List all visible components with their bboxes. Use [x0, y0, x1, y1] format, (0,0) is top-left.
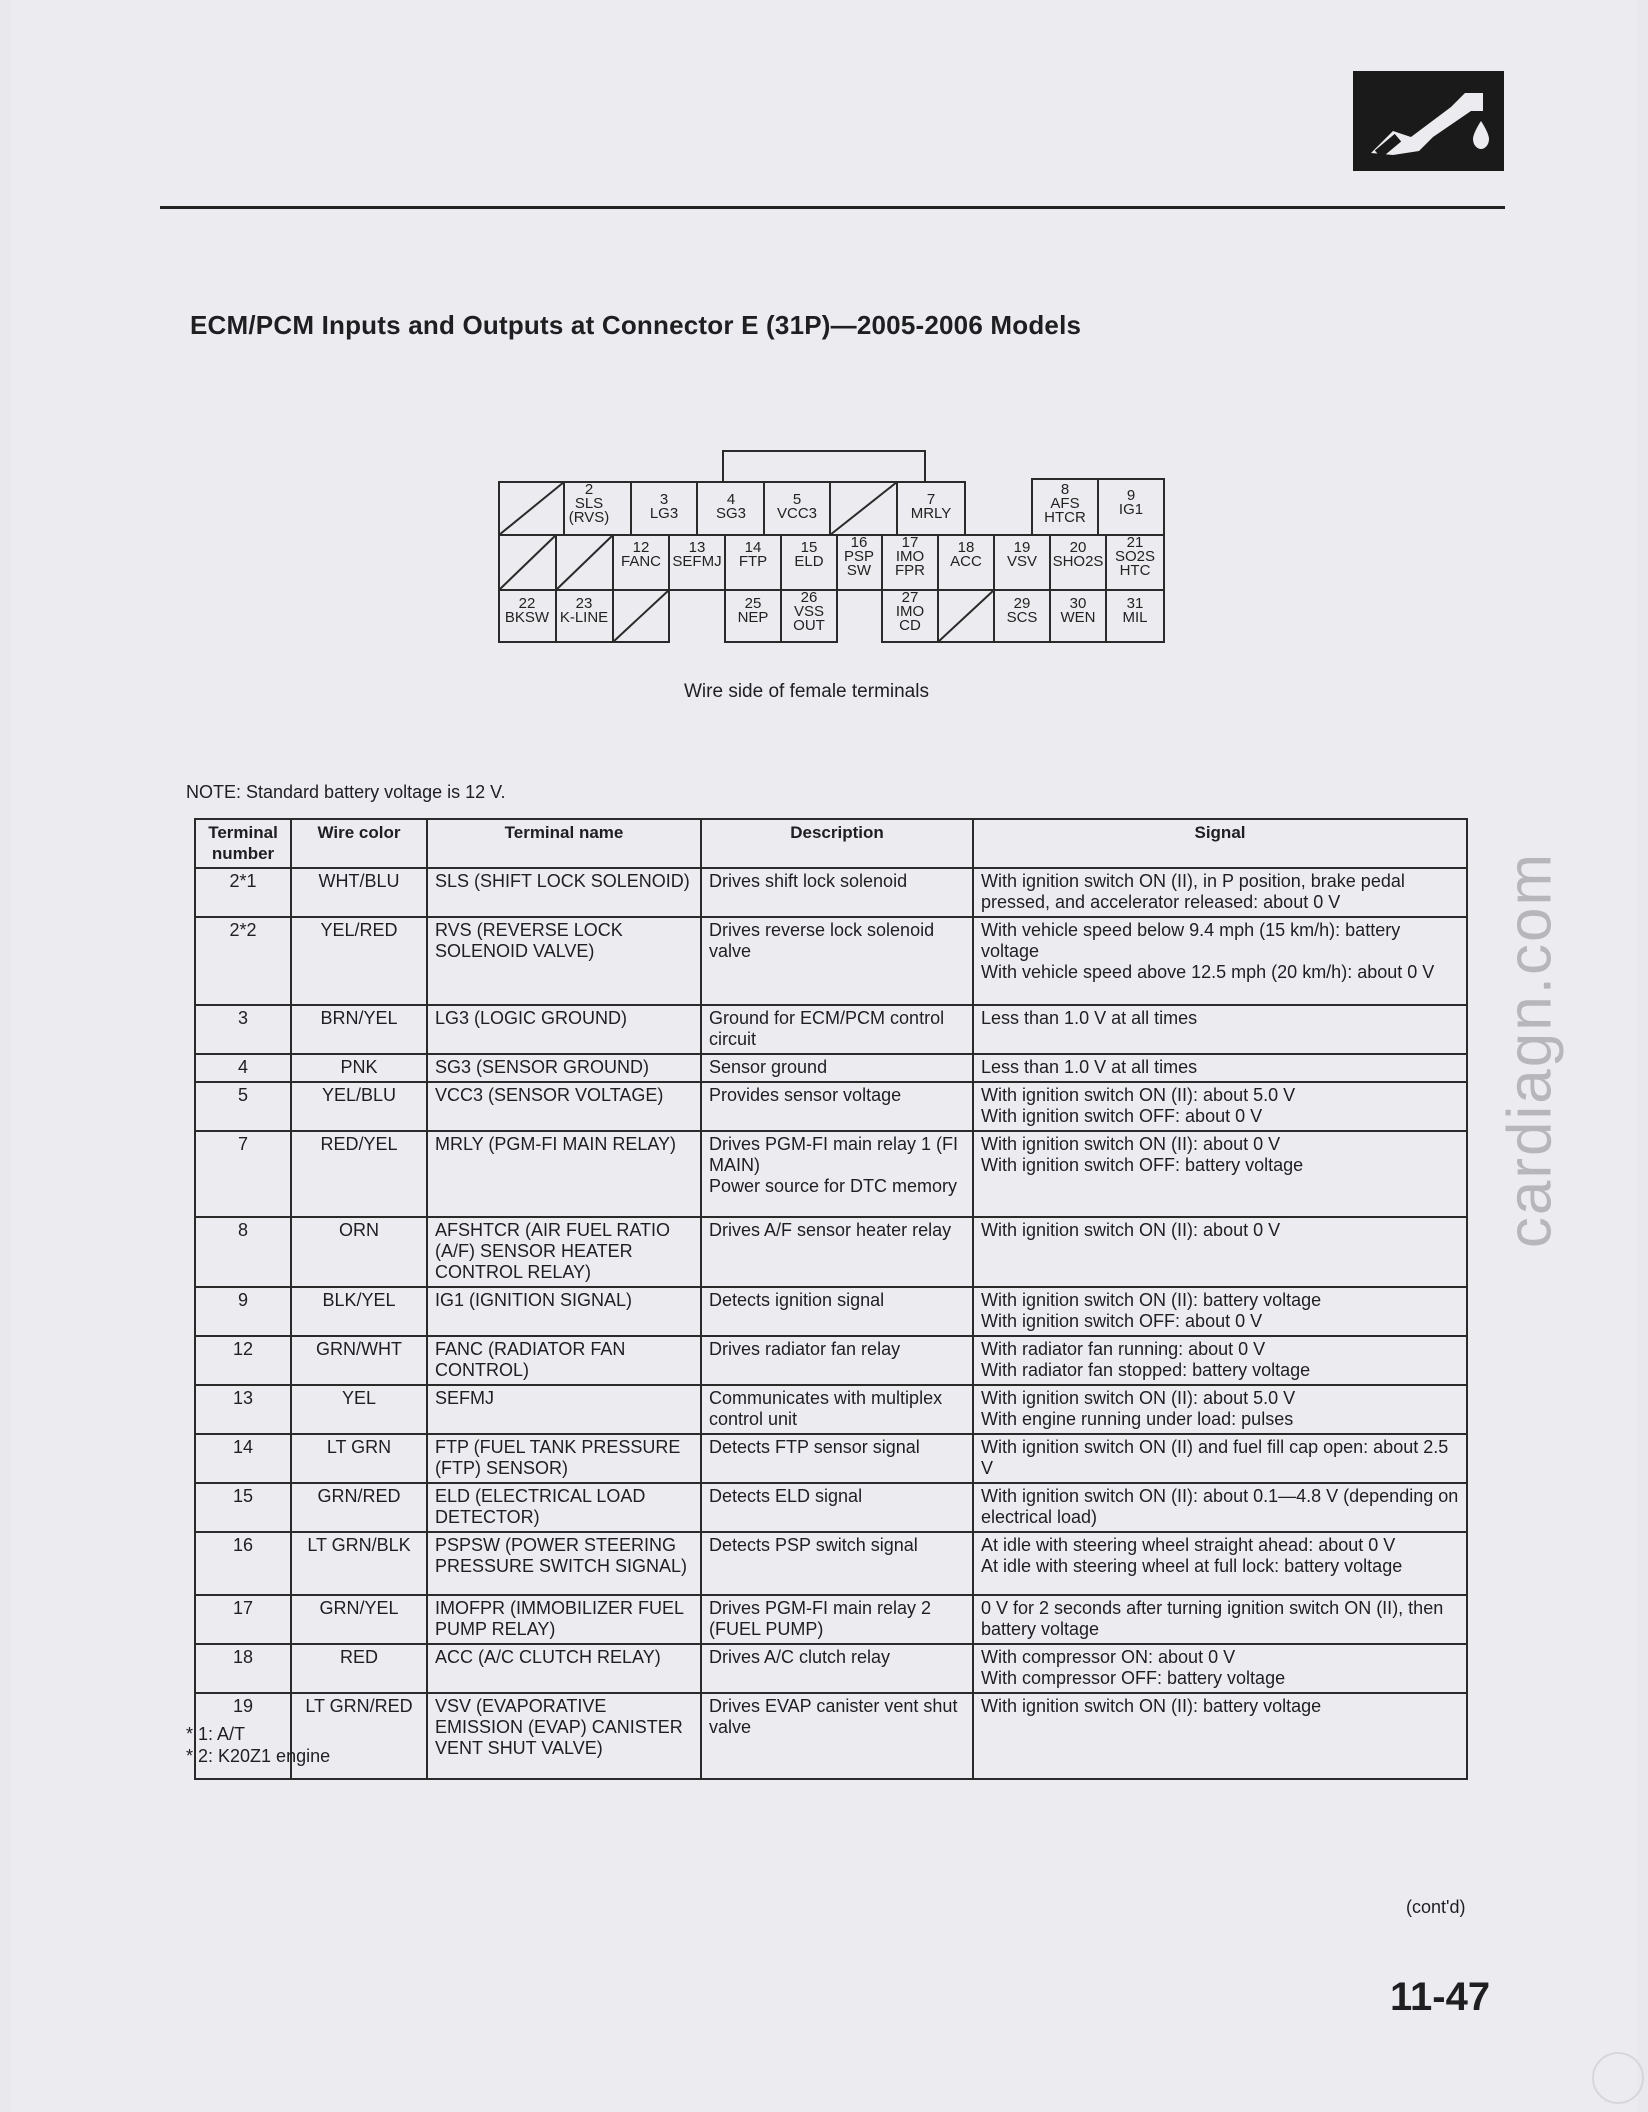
connector-cell-label: 9 [1126, 487, 1136, 504]
connector-cell-label: 4 [726, 491, 736, 508]
signal-cell: 0 V for 2 seconds after turning ignition switch ON (II), then battery voltage [973, 1595, 1467, 1644]
connector-cell-label: ACC [950, 553, 982, 570]
terminal-name-cell: PSPSW (POWER STEERING PRESSURE SWITCH SIGNAL) [427, 1532, 701, 1595]
signal-cell: With compressor ON: about 0 V With compressor OFF: battery voltage [973, 1644, 1467, 1693]
connector-cell-label: ELD [794, 553, 824, 570]
terminal-name-cell: SLS (SHIFT LOCK SOLENOID) [427, 868, 701, 917]
connector-cell-label: PSP [843, 548, 875, 565]
description-cell: Detects ignition signal [701, 1287, 973, 1336]
table-row [195, 1483, 1467, 1532]
wire-color-cell: GRN/YEL [291, 1595, 427, 1644]
connector-cell-label: 5 [792, 491, 802, 508]
connector-cell-label: 16 [850, 534, 868, 551]
description-cell: Ground for ECM/PCM control circuit [701, 1005, 973, 1054]
connector-cell-label: HTCR [1044, 509, 1086, 526]
footnote-1: * 1: A/T [186, 1724, 246, 1744]
wire-color-cell: RED/YEL [291, 1131, 427, 1217]
table-row [195, 1595, 1467, 1644]
wire-color-cell: ORN [291, 1217, 427, 1287]
terminal-number-cell: 5 [195, 1082, 291, 1131]
connector-cell-label: 2 [584, 481, 594, 498]
connector-cell-label: FPR [895, 562, 925, 579]
table-row [195, 1644, 1467, 1693]
terminal-name-cell: ELD (ELECTRICAL LOAD DETECTOR) [427, 1483, 701, 1532]
table-row [195, 1054, 1467, 1082]
connector-cell-label: MRLY [910, 505, 952, 522]
connector-cell-label: FANC [620, 553, 662, 570]
connector-cell-label: SHO2S [1052, 553, 1104, 570]
terminal-number-cell: 4 [195, 1054, 291, 1082]
table-row [195, 1131, 1467, 1217]
wire-color-cell: LT GRN/RED [291, 1693, 427, 1779]
continued-label: (cont'd) [1406, 1897, 1466, 1917]
fuel-nozzle-icon [1353, 71, 1504, 171]
wire-color-cell: GRN/RED [291, 1483, 427, 1532]
connector-cell-label: IMO [895, 603, 925, 620]
terminal-number-cell: 12 [195, 1336, 291, 1385]
signal-cell: With ignition switch ON (II): about 0.1—4.8 V (depending on electrical load) [973, 1483, 1467, 1532]
signal-cell: With ignition switch ON (II): about 5.0 V With ignition switch OFF: about 0 V [973, 1082, 1467, 1131]
connector-cell-label: NEP [737, 609, 769, 626]
connector-cell-label: SLS [574, 495, 604, 512]
signal-cell: With radiator fan running: about 0 V With radiator fan stopped: battery voltage [973, 1336, 1467, 1385]
description-cell: Drives A/F sensor heater relay [701, 1217, 973, 1287]
connector-cell-label: 3 [659, 491, 669, 508]
watermark-text: cardiagn.com [1495, 851, 1565, 1249]
wire-color-cell: WHT/BLU [291, 868, 427, 917]
terminal-name-cell: SEFMJ [427, 1385, 701, 1434]
connector-cell-label: MIL [1122, 609, 1148, 626]
connector-cell-label: HTC [1119, 562, 1151, 579]
terminal-name-cell: LG3 (LOGIC GROUND) [427, 1005, 701, 1054]
connector-cell-label: (RVS) [568, 509, 610, 526]
header-signal: Signal [973, 819, 1467, 868]
terminal-number-cell: 19 [195, 1693, 291, 1779]
terminal-name-cell: ACC (A/C CLUTCH RELAY) [427, 1644, 701, 1693]
header-terminal-number: Terminal number [195, 819, 291, 868]
connector-cell-label: 26 [800, 589, 818, 606]
description-cell: Detects ELD signal [701, 1483, 973, 1532]
connector-cell-label: 20 [1069, 539, 1087, 556]
connector-cell-label: FTP [738, 553, 768, 570]
terminal-number-cell: 9 [195, 1287, 291, 1336]
signal-cell: Less than 1.0 V at all times [973, 1054, 1467, 1082]
connector-cell-label: K-LINE [559, 609, 609, 626]
connector-cell-label: VSS [793, 603, 825, 620]
connector-cell-label: 22 [518, 595, 536, 612]
wire-color-cell: RED [291, 1644, 427, 1693]
connector-cell-label: 31 [1126, 595, 1144, 612]
description-cell: Drives PGM-FI main relay 1 (FI MAIN) Power source for DTC memory [701, 1131, 973, 1217]
corner-stamp [1592, 2052, 1644, 2104]
wire-color-cell: PNK [291, 1054, 427, 1082]
connector-cell-label: IG1 [1118, 501, 1144, 518]
page-number: 11-47 [1390, 1975, 1491, 2019]
connector-cell-label: BKSW [504, 609, 550, 626]
terminal-number-cell: 15 [195, 1483, 291, 1532]
connector-cell-label: SEFMJ [672, 553, 722, 570]
terminal-name-cell: VSV (EVAPORATIVE EMISSION (EVAP) CANISTER VENT SHUT VALVE) [427, 1693, 701, 1779]
table-row [195, 1693, 1467, 1779]
table-row [195, 1385, 1467, 1434]
connector-diagram [495, 448, 1170, 648]
header-wire-color: Wire color [291, 819, 427, 868]
terminal-number-cell: 3 [195, 1005, 291, 1054]
signal-cell: With vehicle speed below 9.4 mph (15 km/h): battery voltage With vehicle speed above 12.5 mph (20 km/h): about 0 V [973, 917, 1467, 1005]
connector-cell-label: 19 [1013, 539, 1031, 556]
table-row [195, 1217, 1467, 1287]
terminal-name-cell: MRLY (PGM-FI MAIN RELAY) [427, 1131, 701, 1217]
connector-cell-label: 13 [688, 539, 706, 556]
description-cell: Drives radiator fan relay [701, 1336, 973, 1385]
wire-color-cell: YEL/RED [291, 917, 427, 1005]
connector-cell-label: 29 [1013, 595, 1031, 612]
connector-cell-label: SW [846, 562, 872, 579]
wire-color-cell: LT GRN/BLK [291, 1532, 427, 1595]
terminal-number-cell: 2*1 [195, 868, 291, 917]
header-terminal-name: Terminal name [427, 819, 701, 868]
header-description: Description [701, 819, 973, 868]
connector-cell-label: VSV [1006, 553, 1038, 570]
description-cell: Communicates with multiplex control unit [701, 1385, 973, 1434]
connector-cell-label: 8 [1060, 481, 1070, 498]
signal-cell: Less than 1.0 V at all times [973, 1005, 1467, 1054]
connector-cell-label: 18 [957, 539, 975, 556]
terminal-name-cell: FANC (RADIATOR FAN CONTROL) [427, 1336, 701, 1385]
signal-cell: With ignition switch ON (II): about 0 V With ignition switch OFF: battery voltage [973, 1131, 1467, 1217]
table-row [195, 1434, 1467, 1483]
connector-cell-label: 12 [632, 539, 650, 556]
description-cell: Drives A/C clutch relay [701, 1644, 973, 1693]
connector-cell-label: 21 [1126, 534, 1144, 551]
signal-cell: With ignition switch ON (II): about 0 V [973, 1217, 1467, 1287]
terminal-number-cell: 13 [195, 1385, 291, 1434]
description-cell: Drives PGM-FI main relay 2 (FUEL PUMP) [701, 1595, 973, 1644]
table-row [195, 1005, 1467, 1054]
table-header-row [195, 819, 1467, 868]
connector-cell-label: CD [899, 617, 921, 634]
wire-color-cell: LT GRN [291, 1434, 427, 1483]
connector-cell-label: VCC3 [776, 505, 818, 522]
terminal-name-cell: SG3 (SENSOR GROUND) [427, 1054, 701, 1082]
description-cell: Detects PSP switch signal [701, 1532, 973, 1595]
connector-cell-label: SO2S [1114, 548, 1156, 565]
description-cell: Detects FTP sensor signal [701, 1434, 973, 1483]
signal-cell: With ignition switch ON (II) and fuel fill cap open: about 2.5 V [973, 1434, 1467, 1483]
watermark [1470, 790, 1590, 1310]
connector-caption: Wire side of female terminals [684, 681, 929, 702]
connector-cell-label: 30 [1069, 595, 1087, 612]
table-row [195, 1082, 1467, 1131]
terminal-number-cell: 7 [195, 1131, 291, 1217]
description-cell: Provides sensor voltage [701, 1082, 973, 1131]
header-rule [160, 206, 1505, 209]
connector-cell-label: SCS [1006, 609, 1038, 626]
description-cell: Drives EVAP canister vent shut valve [701, 1693, 973, 1779]
connector-cell-label: OUT [793, 617, 825, 634]
wire-color-cell: BRN/YEL [291, 1005, 427, 1054]
terminal-name-cell: VCC3 (SENSOR VOLTAGE) [427, 1082, 701, 1131]
table-row [195, 868, 1467, 917]
connector-cell-label: IMO [895, 548, 925, 565]
table-row [195, 1287, 1467, 1336]
wire-color-cell: BLK/YEL [291, 1287, 427, 1336]
connector-cell-label: 17 [901, 534, 919, 551]
signal-cell: At idle with steering wheel straight ahead: about 0 V At idle with steering wheel at full lock: battery voltage [973, 1532, 1467, 1595]
connector-cell-label: SG3 [715, 505, 747, 522]
signal-cell: With ignition switch ON (II): battery voltage With ignition switch OFF: about 0 V [973, 1287, 1467, 1336]
connector-cell-label: WEN [1060, 609, 1096, 626]
description-cell: Drives reverse lock solenoid valve [701, 917, 973, 1005]
table-row [195, 1336, 1467, 1385]
table-row [195, 1532, 1467, 1595]
terminal-name-cell: AFSHTCR (AIR FUEL RATIO (A/F) SENSOR HEATER CONTROL RELAY) [427, 1217, 701, 1287]
terminal-number-cell: 18 [195, 1644, 291, 1693]
page-title: ECM/PCM Inputs and Outputs at Connector E (31P)—2005-2006 Models [190, 310, 1082, 340]
terminal-name-cell: FTP (FUEL TANK PRESSURE (FTP) SENSOR) [427, 1434, 701, 1483]
signal-cell: With ignition switch ON (II), in P position, brake pedal pressed, and accelerator released: about 0 V [973, 868, 1467, 917]
footnote-2: * 2: K20Z1 engine [186, 1746, 331, 1766]
terminal-number-cell: 16 [195, 1532, 291, 1595]
description-cell: Drives shift lock solenoid [701, 868, 973, 917]
connector-cell-label: LG3 [649, 505, 679, 522]
terminal-number-cell: 17 [195, 1595, 291, 1644]
connector-cell-label: 14 [744, 539, 762, 556]
connector-cell-label: 23 [575, 595, 593, 612]
terminal-number-cell: 2*2 [195, 917, 291, 1005]
connector-cell-label: 27 [901, 589, 919, 606]
terminal-number-cell: 14 [195, 1434, 291, 1483]
description-cell: Sensor ground [701, 1054, 973, 1082]
terminal-name-cell: RVS (REVERSE LOCK SOLENOID VALVE) [427, 917, 701, 1005]
signal-cell: With ignition switch ON (II): about 5.0 V With engine running under load: pulses [973, 1385, 1467, 1434]
connector-cell-label: AFS [1050, 495, 1080, 512]
terminal-name-cell: IG1 (IGNITION SIGNAL) [427, 1287, 701, 1336]
signal-cell: With ignition switch ON (II): battery voltage [973, 1693, 1467, 1779]
table-row [195, 917, 1467, 1005]
terminal-number-cell: 8 [195, 1217, 291, 1287]
terminal-table [194, 818, 1468, 1780]
wire-color-cell: GRN/WHT [291, 1336, 427, 1385]
connector-terminal-grid [495, 448, 1170, 648]
connector-cell-label: 15 [800, 539, 818, 556]
connector-cell-label: 7 [926, 491, 936, 508]
terminal-name-cell: IMOFPR (IMMOBILIZER FUEL PUMP RELAY) [427, 1595, 701, 1644]
wire-color-cell: YEL/BLU [291, 1082, 427, 1131]
connector-cell-label: 25 [744, 595, 762, 612]
wire-color-cell: YEL [291, 1385, 427, 1434]
note-text: NOTE: Standard battery voltage is 12 V. [186, 782, 506, 802]
